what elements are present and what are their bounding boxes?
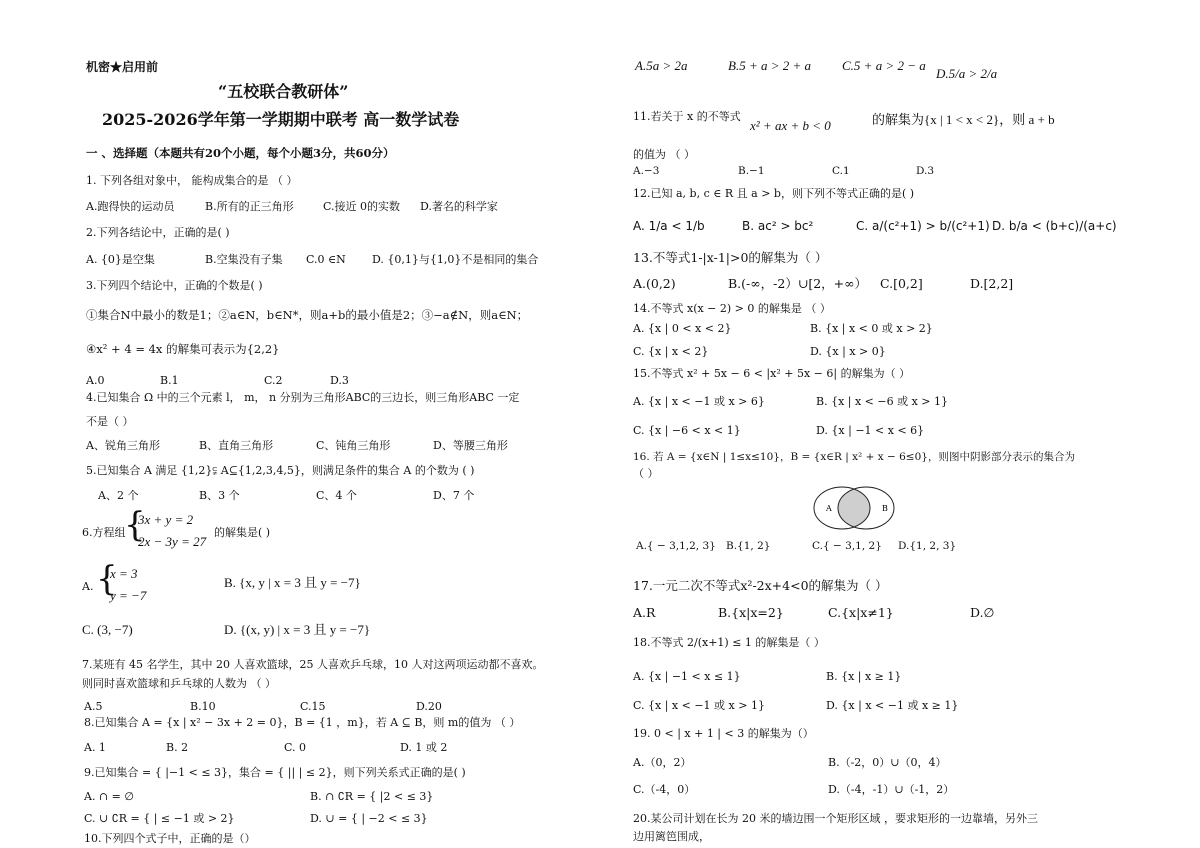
q9-option-b: B. ∩ ∁R = { |2 < ≤ 3} [310,790,434,803]
exam-title: 2025-2026学年第一学期期中联考 高一数学试卷 [102,110,460,129]
question-15: 15.不等式 x² + 5x − 6 < |x² + 5x − 6| 的解集为（ ） [633,367,911,380]
q14-option-c: C. {x | x < 2} [633,345,709,358]
q2-option-a: A. {0}是空集 [86,253,155,266]
q6-option-b: B. {x, y | x = 3 且 y = −7} [224,575,361,590]
q6-option-c: C. (3, −7) [82,622,133,637]
q19-option-d: D.（-4，-1）∪（-1，2） [828,783,955,796]
q1-option-c: C.接近 0的实数 [323,200,401,213]
q2-option-c: C.0 ∈N [306,253,346,266]
question-13: 13.不等式1-|x-1|>0的解集为（ ） [633,250,828,265]
question-18: 18.不等式 2/(x+1) ≤ 1 的解集是（ ） [633,636,825,649]
q19-option-b: B.（-2，0）∪（0，4） [828,756,947,769]
q6-equation-2: 2x − 3y = 27 [138,534,207,549]
q1-option-a: A.跑得快的运动员 [86,200,175,213]
q16-option-a: A.{ − 3,1,2, 3} [636,540,716,552]
q5-option-b: B、3 个 [199,489,240,502]
q12-option-c: C. a/(c²+1) > b/(c²+1) [856,219,990,233]
question-12: 12.已知 a, b, c ∈ R 且 a > b，则下列不等式正确的是( ) [633,187,915,200]
q8-option-d: D. 1 或 2 [400,741,448,754]
q11-solution-set: 的解集为{x | 1 < x < 2}，则 a + b [872,112,1055,127]
q17-option-c: C.{x|x≠1} [828,605,894,620]
question-9: 9.已知集合 = { |−1 < ≤ 3}，集合 = { || | ≤ 2}，则下列关系式正确的是( ) [84,766,466,779]
q11-inequality: x² + ax + b < 0 [750,118,831,133]
q6-equation-1: 3x + y = 2 [138,512,194,527]
question-20: 20.某公司计划在长为 20 米的墙边围一个矩形区域 ，要求矩形的一边靠墙，另外三 [633,812,1038,825]
q5-option-d: D、7 个 [433,489,475,502]
q8-option-c: C. 0 [284,741,307,754]
q12-option-d: D. b/a < (b+c)/(a+c) [992,219,1117,233]
question-16-line2: （ ） [633,467,659,480]
question-7: 7.某班有 45 名学生，其中 20 人喜欢篮球，25 人喜欢乒乓球，10 人对这两项运动都不喜欢。 [82,658,544,671]
q18-option-d: D. {x | x < −1 或 x ≥ 1} [826,699,959,712]
venn-diagram [808,484,904,532]
q7-option-d: D.20 [416,700,442,713]
q16-option-b: B.{1, 2} [726,540,771,552]
q13-option-a: A.(0,2) [633,276,676,291]
q3-statement-line2: ④x² + 4 = 4x 的解集可表示为{2,2} [86,342,280,356]
q5-option-c: C、4 个 [316,489,357,502]
q15-option-a: A. {x | x < −1 或 x > 6} [633,395,765,408]
q1-option-b: B.所有的正三角形 [205,200,294,213]
q6-option-a-label: A. [82,580,94,593]
venn-label-a: A [826,504,832,513]
q18-option-b: B. {x | x ≥ 1} [826,670,902,683]
question-17: 17.一元二次不等式x²-2x+4<0的解集为（ ） [633,578,888,593]
q16-option-d: D.{1, 2, 3} [898,540,957,552]
question-11: 11.若关于 x 的不等式 [633,110,741,123]
question-19: 19. 0 < | x + 1 | < 3 的解集为（） [633,727,814,740]
q4-option-d: D、等腰三角形 [433,439,508,452]
q11-option-b: B.−1 [738,165,765,177]
q4-option-a: A、锐角三角形 [86,439,160,452]
q3-option-c: C.2 [264,374,283,387]
q6-option-a-line2: y = −7 [110,588,147,603]
q16-option-c: C.{ − 3,1, 2} [812,540,882,552]
q9-option-a: A. ∩ = ∅ [84,790,134,803]
q8-option-a: A. 1 [84,741,106,754]
question-8: 8.已知集合 A = {x | x² − 3x + 2 = 0}，B = {1 ，m}，若 A ⊆ B，则 m的值为 （ ） [84,716,521,729]
question-16: 16. 若 A = {x∈N | 1≤x≤10}，B = {x∈R | x² + x − 6≤0}，则图中阴影部分表示的集合为 [633,451,1075,463]
q4-option-b: B、直角三角形 [199,439,274,452]
q7-option-b: B.10 [190,700,216,713]
q4-option-c: C、钝角三角形 [316,439,391,452]
question-1: 1. 下列各组对象中， 能构成集合的是 （ ） [86,174,298,187]
question-14: 14.不等式 x(x − 2) > 0 的解集是 （ ） [633,302,831,315]
q10-option-b: B.5 + a > 2 + a [728,58,812,73]
venn-label-b: B [882,504,888,513]
q12-option-a: A. 1/a < 1/b [633,219,705,233]
q13-option-c: C.[0,2] [880,276,923,291]
q10-option-a: A.5a > 2a [635,58,688,73]
q5-option-a: A、2 个 [98,489,139,502]
q14-option-d: D. {x | x > 0} [810,345,886,358]
q11-option-c: C.1 [832,165,850,177]
q11-option-a: A.−3 [633,165,660,177]
q10-option-d: D.5/a > 2/a [936,66,998,81]
q11-option-d: D.3 [916,165,935,177]
q18-option-c: C. {x | x < −1 或 x > 1} [633,699,765,712]
q3-statement-line1: ①集合N中最小的数是1；②a∈N，b∈N*，则a+b的最小值是2；③−a∉N，则a∈N； [86,308,529,322]
q13-option-b: B.(-∞，-2）∪[2，+∞） [728,276,868,291]
q6-option-a-brace: { [96,559,118,599]
question-11-line2: 的值为 （ ） [633,148,695,161]
question-4: 4.已知集合 Ω 中的三个元素 l， m， n 分别为三角形ABC的三边长，则三角形ABC 一定 [86,391,520,404]
question-10: 10.下列四个式子中，正确的是（） [84,832,256,845]
question-3: 3.下列四个结论中，正确的个数是( ) [86,279,263,292]
q15-option-c: C. {x | −6 < x < 1} [633,424,741,437]
q9-option-c: C. ∪ ∁R = { | ≤ −1 或 > 2} [84,812,235,825]
q14-option-a: A. {x | 0 < x < 2} [633,322,732,335]
q3-option-b: B.1 [160,374,179,387]
question-2: 2.下列各结论中，正确的是( ) [86,226,230,239]
org-title: “五校联合教研体” [218,82,349,101]
q14-option-b: B. {x | x < 0 或 x > 2} [810,322,933,335]
q12-option-b: B. ac² > bc² [742,219,814,233]
q7-option-c: C.15 [300,700,326,713]
q9-option-d: D. ∪ = { | −2 < ≤ 3} [310,812,428,825]
question-6-label: 6.方程组 [82,526,126,539]
q1-option-d: D.著名的科学家 [420,200,498,213]
q15-option-d: D. {x | −1 < x < 6} [816,424,925,437]
q17-option-d: D.∅ [970,605,995,620]
section-title: 一 、选择题（本题共有20个小题，每个小题3分，共60分） [86,146,395,160]
question-20-line2: 边用篱笆围成， [633,830,710,843]
q3-option-a: A.0 [86,374,105,387]
q6-option-a-line1: x = 3 [110,566,138,581]
q17-option-a: A.R [633,605,656,620]
secret-label: 机密★启用前 [86,60,159,74]
q15-option-b: B. {x | x < −6 或 x > 1} [816,395,949,408]
system-brace: { [124,505,146,545]
q2-option-b: B.空集没有子集 [205,253,283,266]
q6-option-d: D. {(x, y) | x = 3 且 y = −7} [224,622,371,637]
q19-option-a: A.（0，2） [633,756,692,769]
q13-option-d: D.[2,2] [970,276,1014,291]
q8-option-b: B. 2 [166,741,189,754]
q17-option-b: B.{x|x=2} [718,605,784,620]
q19-option-c: C.（-4，0） [633,783,696,796]
q2-option-d: D. {0,1}与{1,0}不是相同的集合 [372,253,539,266]
q18-option-a: A. {x | −1 < x ≤ 1} [633,670,741,683]
question-5: 5.已知集合 A 满足 {1,2}⫋ A⊆{1,2,3,4,5}，则满足条件的集合 A 的个数为 ( ) [86,464,475,477]
q7-option-a: A.5 [84,700,103,713]
question-7-line2: 则同时喜欢篮球和乒乓球的人数为 （ ） [82,677,276,690]
question-6-suffix: 的解集是( ) [214,526,271,539]
question-4-line2: 不是（ ） [86,415,134,428]
q3-option-d: D.3 [330,374,349,387]
q10-option-c: C.5 + a > 2 − a [842,58,926,73]
